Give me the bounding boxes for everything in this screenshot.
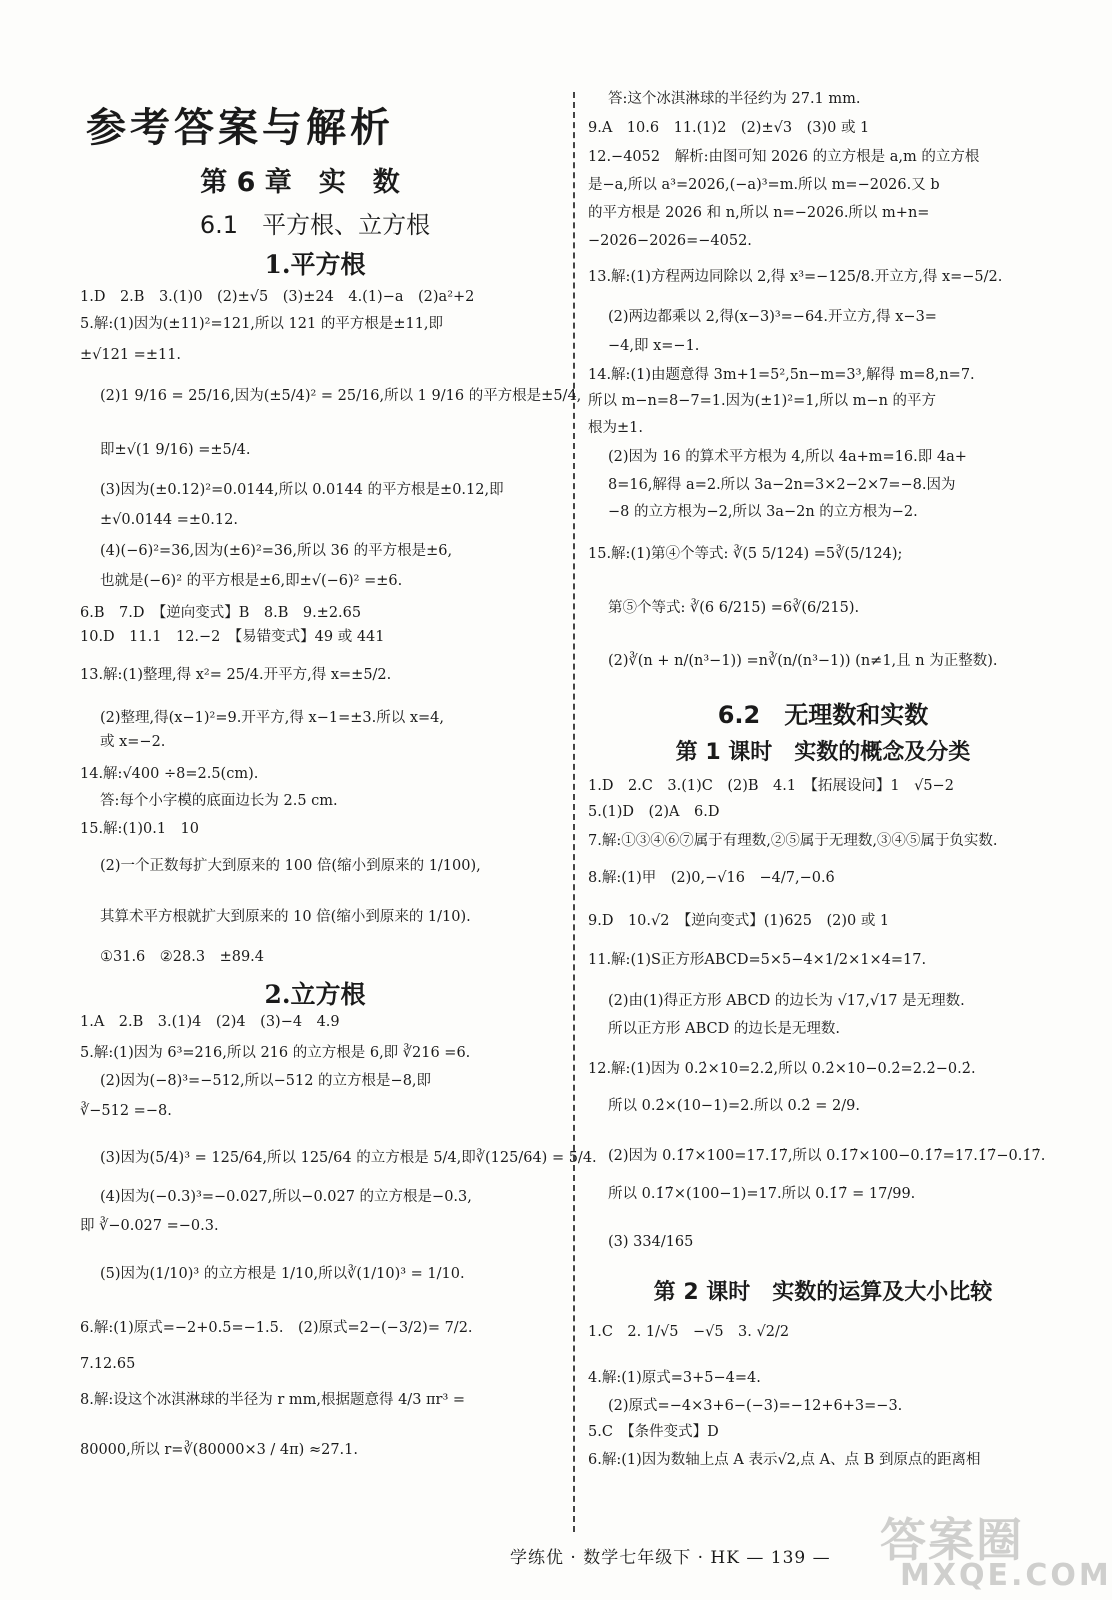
lesson-heading-2: 第 2 课时 实数的运算及大小比较 <box>653 1280 993 1305</box>
left-answer-line: 5.解:(1)因为(±11)²=121,所以 121 的平方根是±11,即 <box>80 316 444 332</box>
right-answer-line: 8=16,解得 a=2.所以 3a−2n=3×2−2×7=−8.因为 <box>608 477 956 493</box>
left-answer-line: 80000,所以 r=∛(80000×3 / 4π) ≈27.1. <box>80 1442 358 1458</box>
left-answer-line: 其算术平方根就扩大到原来的 10 倍(缩小到原来的 1/10). <box>100 909 471 925</box>
left-answer-line: (5)因为(1/10)³ 的立方根是 1/10,所以∛(1/10)³ = 1/10. <box>100 1266 465 1282</box>
column-divider <box>573 92 575 1532</box>
right-answer-line: 9.D 10.√2 【逆向变式】(1)625 (2)0 或 1 <box>588 913 890 929</box>
right-answer-line: 9.A 10.6 11.(1)2 (2)±√3 (3)0 或 1 <box>588 120 870 136</box>
right-answer-line: 12.−4052 解析:由图可知 2026 的立方根是 a,m 的立方根 <box>588 149 980 165</box>
right-answer-line: 所以正方形 ABCD 的边长是无理数. <box>608 1021 840 1037</box>
right-answer-line: 5.(1)D (2)A 6.D <box>588 804 720 820</box>
right-answer-line: 7.解:①③④⑥⑦属于有理数,②⑤属于无理数,③④⑤属于负实数. <box>588 833 998 849</box>
left-answer-line: (2)一个正数每扩大到原来的 100 倍(缩小到原来的 1/100), <box>100 858 481 874</box>
left-answer-line: (3)因为(±0.12)²=0.0144,所以 0.0144 的平方根是±0.12,即 <box>100 482 504 498</box>
right-answer-line: 14.解:(1)由题意得 3m+1=5²,5n−m=3³,解得 m=8,n=7. <box>588 367 975 383</box>
left-answer-line: 15.解:(1)0.1 10 <box>80 821 199 837</box>
right-answer-line: 15.解:(1)第④个等式: ∛(5 5/124) =5∛(5/124); <box>588 546 903 562</box>
right-answer-line: 5.C 【条件变式】D <box>588 1424 719 1440</box>
left-answer-line: 6.解:(1)原式=−2+0.5=−1.5. (2)原式=2−(−3/2)= 7/2. <box>80 1320 473 1336</box>
right-answer-line: 8.解:(1)甲 (2)0,−√16 −4/7,−0.6̇ <box>588 870 835 886</box>
left-answer-line: ±√0.0144 =±0.12. <box>100 512 238 528</box>
section-heading-6-2: 6.2 无理数和实数 <box>717 701 929 729</box>
subsection-heading-cube-root: 2.立方根 <box>264 980 366 1009</box>
left-answer-line: (2)整理,得(x−1)²=9.开平方,得 x−1=±3.所以 x=4, <box>100 710 444 726</box>
left-answer-line: ±√121 =±11. <box>80 347 182 363</box>
right-answer-line: 11.解:(1)S正方形ABCD=5×5−4×1/2×1×4=17. <box>588 952 927 968</box>
right-answer-line: (2)因为 0.1̇7̇×100=17.1̇7̇,所以 0.1̇7̇×100−0.1̇7̇=17.1̇7̇−0.1̇7̇. <box>608 1148 1046 1164</box>
left-answer-line: 10.D 11.1 12.−2 【易错变式】49 或 441 <box>80 629 385 645</box>
right-answer-line: (3) 334/165 <box>608 1234 694 1250</box>
left-answer-line: (2)1 9/16 = 25/16,因为(±5/4)² = 25/16,所以 1 9/16 的平方根是±5/4, <box>100 388 582 404</box>
left-answer-line: 7.12.65 <box>80 1356 136 1372</box>
page-footer: 学练优 · 数学七年级下 · HK — 139 — <box>510 1548 831 1568</box>
watermark-logo: 答案圈 <box>880 1513 1024 1567</box>
left-answer-line: 或 x=−2. <box>100 734 166 750</box>
right-answer-line: 13.解:(1)方程两边同除以 2,得 x³=−125/8.开立方,得 x=−5/2. <box>588 269 1003 285</box>
right-answer-line: (2)原式=−4×3+6−(−3)=−12+6+3=−3. <box>608 1398 903 1414</box>
right-answer-line: 根为±1. <box>588 420 643 436</box>
left-answer-line: (4)(−6)²=36,因为(±6)²=36,所以 36 的平方根是±6, <box>100 543 453 559</box>
left-answer-line: ∛−512 =−8. <box>80 1103 172 1119</box>
left-answer-line: (2)因为(−8)³=−512,所以−512 的立方根是−8,即 <box>100 1073 432 1089</box>
left-answer-line: ①31.6 ②28.3 ±89.4 <box>100 949 265 965</box>
right-answer-line: 的平方根是 2026 和 n,所以 n=−2026.所以 m+n= <box>588 205 930 221</box>
right-answer-line: 所以 0.1̇7̇×(100−1)=17.所以 0.1̇7̇ = 17/99. <box>608 1186 916 1202</box>
right-answer-line: 第⑤个等式: ∛(6 6/215) =6∛(6/215). <box>608 600 860 616</box>
left-answer-line: 14.解:√400 ÷8=2.5(cm). <box>80 766 259 782</box>
left-answer-line: 即±√(1 9/16) =±5/4. <box>100 442 251 458</box>
left-answer-line: 13.解:(1)整理,得 x²= 25/4.开平方,得 x=±5/2. <box>80 667 392 683</box>
right-answer-line: (2)∛(n + n/(n³−1)) =n∛(n/(n³−1)) (n≠1,且 n 为正整数). <box>608 653 998 669</box>
right-answer-line: 答:这个冰淇淋球的半径约为 27.1 mm. <box>608 91 861 107</box>
left-answer-line: 答:每个小字模的底面边长为 2.5 cm. <box>100 793 338 809</box>
left-answer-line: 1.D 2.B 3.(1)0 (2)±√5 (3)±24 4.(1)−a (2)a²+2 <box>80 289 475 305</box>
right-answer-line: 所以 m−n=8−7=1.因为(±1)²=1,所以 m−n 的平方 <box>588 393 937 409</box>
lesson-heading-1: 第 1 课时 实数的概念及分类 <box>675 740 971 765</box>
left-answer-line: (3)因为(5/4)³ = 125/64,所以 125/64 的立方根是 5/4,即∛(125/64) = 5/4. <box>100 1150 597 1166</box>
right-answer-line: 所以 0.2̇×(10−1)=2.所以 0.2̇ = 2/9. <box>608 1098 860 1114</box>
watermark-url: MXQE.COM <box>900 1558 1112 1593</box>
left-answer-line: 6.B 7.D 【逆向变式】B 8.B 9.±2.65 <box>80 605 362 621</box>
left-answer-line: 即 ∛−0.027 =−0.3. <box>80 1218 219 1234</box>
left-answer-line: (4)因为(−0.3)³=−0.027,所以−0.027 的立方根是−0.3, <box>100 1189 472 1205</box>
right-answer-line: (2)两边都乘以 2,得(x−3)³=−64.开立方,得 x−3= <box>608 309 937 325</box>
page-title: 参考答案与解析 <box>86 105 394 151</box>
left-answer-line: 1.A 2.B 3.(1)4 (2)4 (3)−4 4.9 <box>80 1014 340 1030</box>
left-answer-line: 8.解:设这个冰淇淋球的半径为 r mm,根据题意得 4/3 πr³ = <box>80 1392 466 1408</box>
right-answer-line: −4,即 x=−1. <box>608 338 700 354</box>
chapter-heading: 第 6 章 实 数 <box>200 167 400 198</box>
right-answer-line: 6.解:(1)因为数轴上点 A 表示√2,点 A、点 B 到原点的距离相 <box>588 1452 981 1468</box>
right-answer-line: 4.解:(1)原式=3+5−4=4. <box>588 1370 761 1386</box>
left-answer-line: 也就是(−6)² 的平方根是±6,即±√(−6)² =±6. <box>100 573 403 589</box>
right-answer-line: (2)因为 16 的算术平方根为 4,所以 4a+m=16.即 4a+ <box>608 449 967 465</box>
right-answer-line: −2026−2026=−4052. <box>588 233 752 249</box>
subsection-heading-square-root: 1.平方根 <box>264 250 366 279</box>
right-answer-line: 是−a,所以 a³=2026,(−a)³=m.所以 m=−2026.又 b <box>588 177 940 193</box>
left-answer-line: 5.解:(1)因为 6³=216,所以 216 的立方根是 6,即 ∛216 =6. <box>80 1045 471 1061</box>
right-answer-line: 12.解:(1)因为 0.2̇×10=2.2̇,所以 0.2̇×10−0.2̇=2.2̇−0.2̇. <box>588 1061 976 1077</box>
section-heading-6-1: 6.1 平方根、立方根 <box>199 211 431 239</box>
right-answer-line: −8 的立方根为−2,所以 3a−2n 的立方根为−2. <box>608 504 918 520</box>
right-answer-line: (2)由(1)得正方形 ABCD 的边长为 √17,√17 是无理数. <box>608 993 965 1009</box>
right-answer-line: 1.D 2.C 3.(1)C (2)B 4.1 【拓展设问】1 √5−2 <box>588 778 954 794</box>
right-answer-line: 1.C 2. 1/√5 −√5 3. √2/2 <box>588 1324 790 1340</box>
